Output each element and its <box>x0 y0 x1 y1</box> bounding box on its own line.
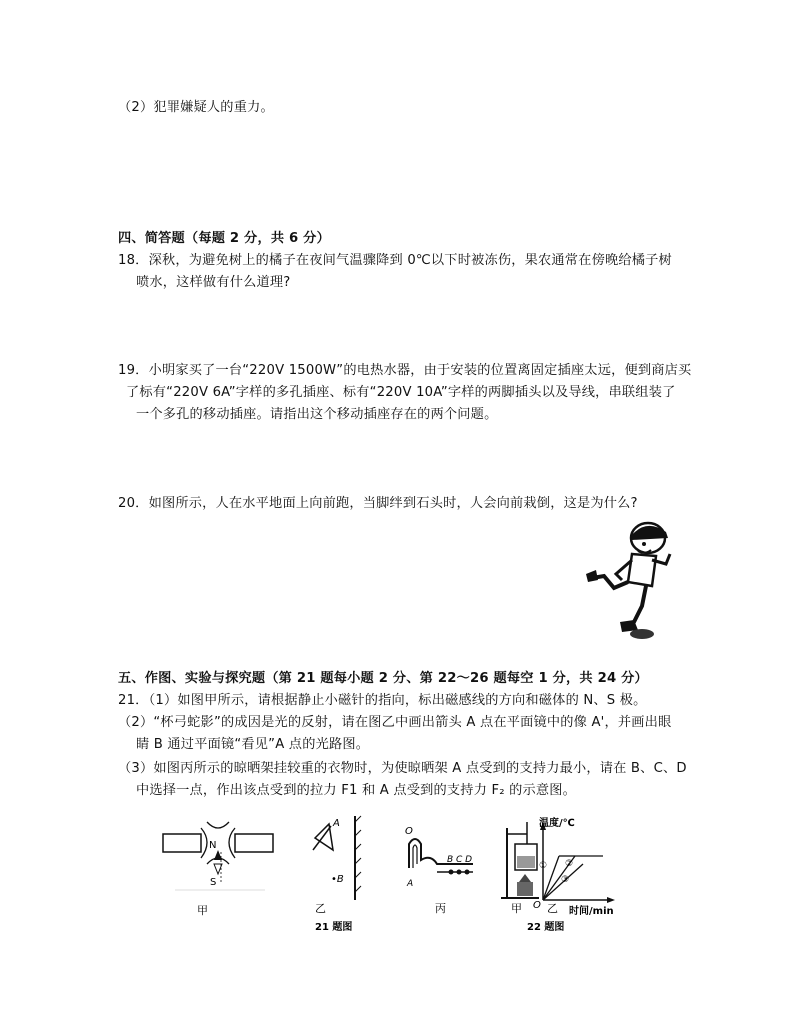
fig21-s-label: S <box>210 877 217 888</box>
fig21-jia-magnets <box>163 822 273 917</box>
fig21-jia-label: 甲 <box>197 904 208 917</box>
section5-title: 五、作图、实验与探究题（第 21 题每小题 2 分、第 22～26 题每空 1 分，共 24 分） <box>118 671 648 686</box>
q19-line3: 一个多孔的移动插座。请指出这个移动插座存在的两个问题。 <box>136 407 498 422</box>
fig22-curve3: ③ <box>561 875 570 885</box>
fig22-origin: O <box>533 900 541 911</box>
fig22-caption: 22 题图 <box>527 922 565 933</box>
fig21-bing-label: 丙 <box>435 902 446 915</box>
fig21-a-label: A <box>333 818 340 829</box>
q18-line1: 18．深秋，为避免树上的橘子在夜间气温骤降到 0℃以下时被冻伤，果农通常在傍晚给橘子树 <box>118 253 672 268</box>
fig22-ylabel: 温度/℃ <box>539 818 575 829</box>
fig22-curve1: ① <box>539 861 548 871</box>
svg-text:A: A <box>407 879 414 889</box>
q21-part2-line1: （2）“杯弓蛇影”的成因是光的反射，请在图乙中画出箭头 A 点在平面镜中的像 A'，并画出眼 <box>118 715 672 730</box>
running-man-figure <box>582 518 678 642</box>
fig22-yi-graph <box>533 816 615 917</box>
fig21-b-label: •B <box>331 874 344 885</box>
q21-part3-line1: （3）如图丙所示的晾晒架挂较重的衣物时，为使晾晒架 A 点受到的支持力最小，请在 B、C、D <box>118 761 687 776</box>
fig22-jia-label: 甲 <box>511 902 522 915</box>
fig21-o-label: O <box>405 826 413 837</box>
q17-part2: （2）犯罪嫌疑人的重力。 <box>118 100 274 115</box>
fig22-xlabel: 时间/min <box>569 906 614 917</box>
q21-part3-line2: 中选择一点，作出该点受到的拉力 F1 和 A 点受到的支持力 F₂ 的示意图。 <box>136 783 577 798</box>
fig21-n-label: N <box>209 840 217 851</box>
fig21-bing-rack <box>405 826 473 915</box>
q19-line2: 了标有“220V 6A”字样的多孔插座、标有“220V 10A”字样的两脚插头以及导线，串联组装了 <box>126 385 676 400</box>
fig21-yi-mirror <box>313 816 361 915</box>
fig21-caption: 21 题图 <box>315 922 353 933</box>
q18-line2: 喷水，这样做有什么道理? <box>136 275 291 290</box>
q19-line1: 19．小明家买了一台“220V 1500W”的电热水器，由于安装的位置离固定插座太远，便到商店买 <box>118 363 692 378</box>
figures-21-22 <box>155 808 625 938</box>
fig22-curve2: ② <box>565 859 574 869</box>
fig21-yi-label: 乙 <box>315 902 326 915</box>
q21-part1: 21．（1）如图甲所示，请根据静止小磁针的指向，标出磁感线的方向和磁体的 N、S 极。 <box>118 693 647 708</box>
fig22-yi-label: 乙 <box>547 902 558 915</box>
section4-title: 四、简答题（每题 2 分，共 6 分） <box>118 231 330 246</box>
fig21-bcd-label: B C D <box>447 855 473 865</box>
q20-text: 20．如图所示，人在水平地面上向前跑，当脚绊到石头时，人会向前栽倒，这是为什么? <box>118 496 638 511</box>
q21-part2-line2: 睛 B 通过平面镜“看见”A 点的光路图。 <box>136 737 370 752</box>
